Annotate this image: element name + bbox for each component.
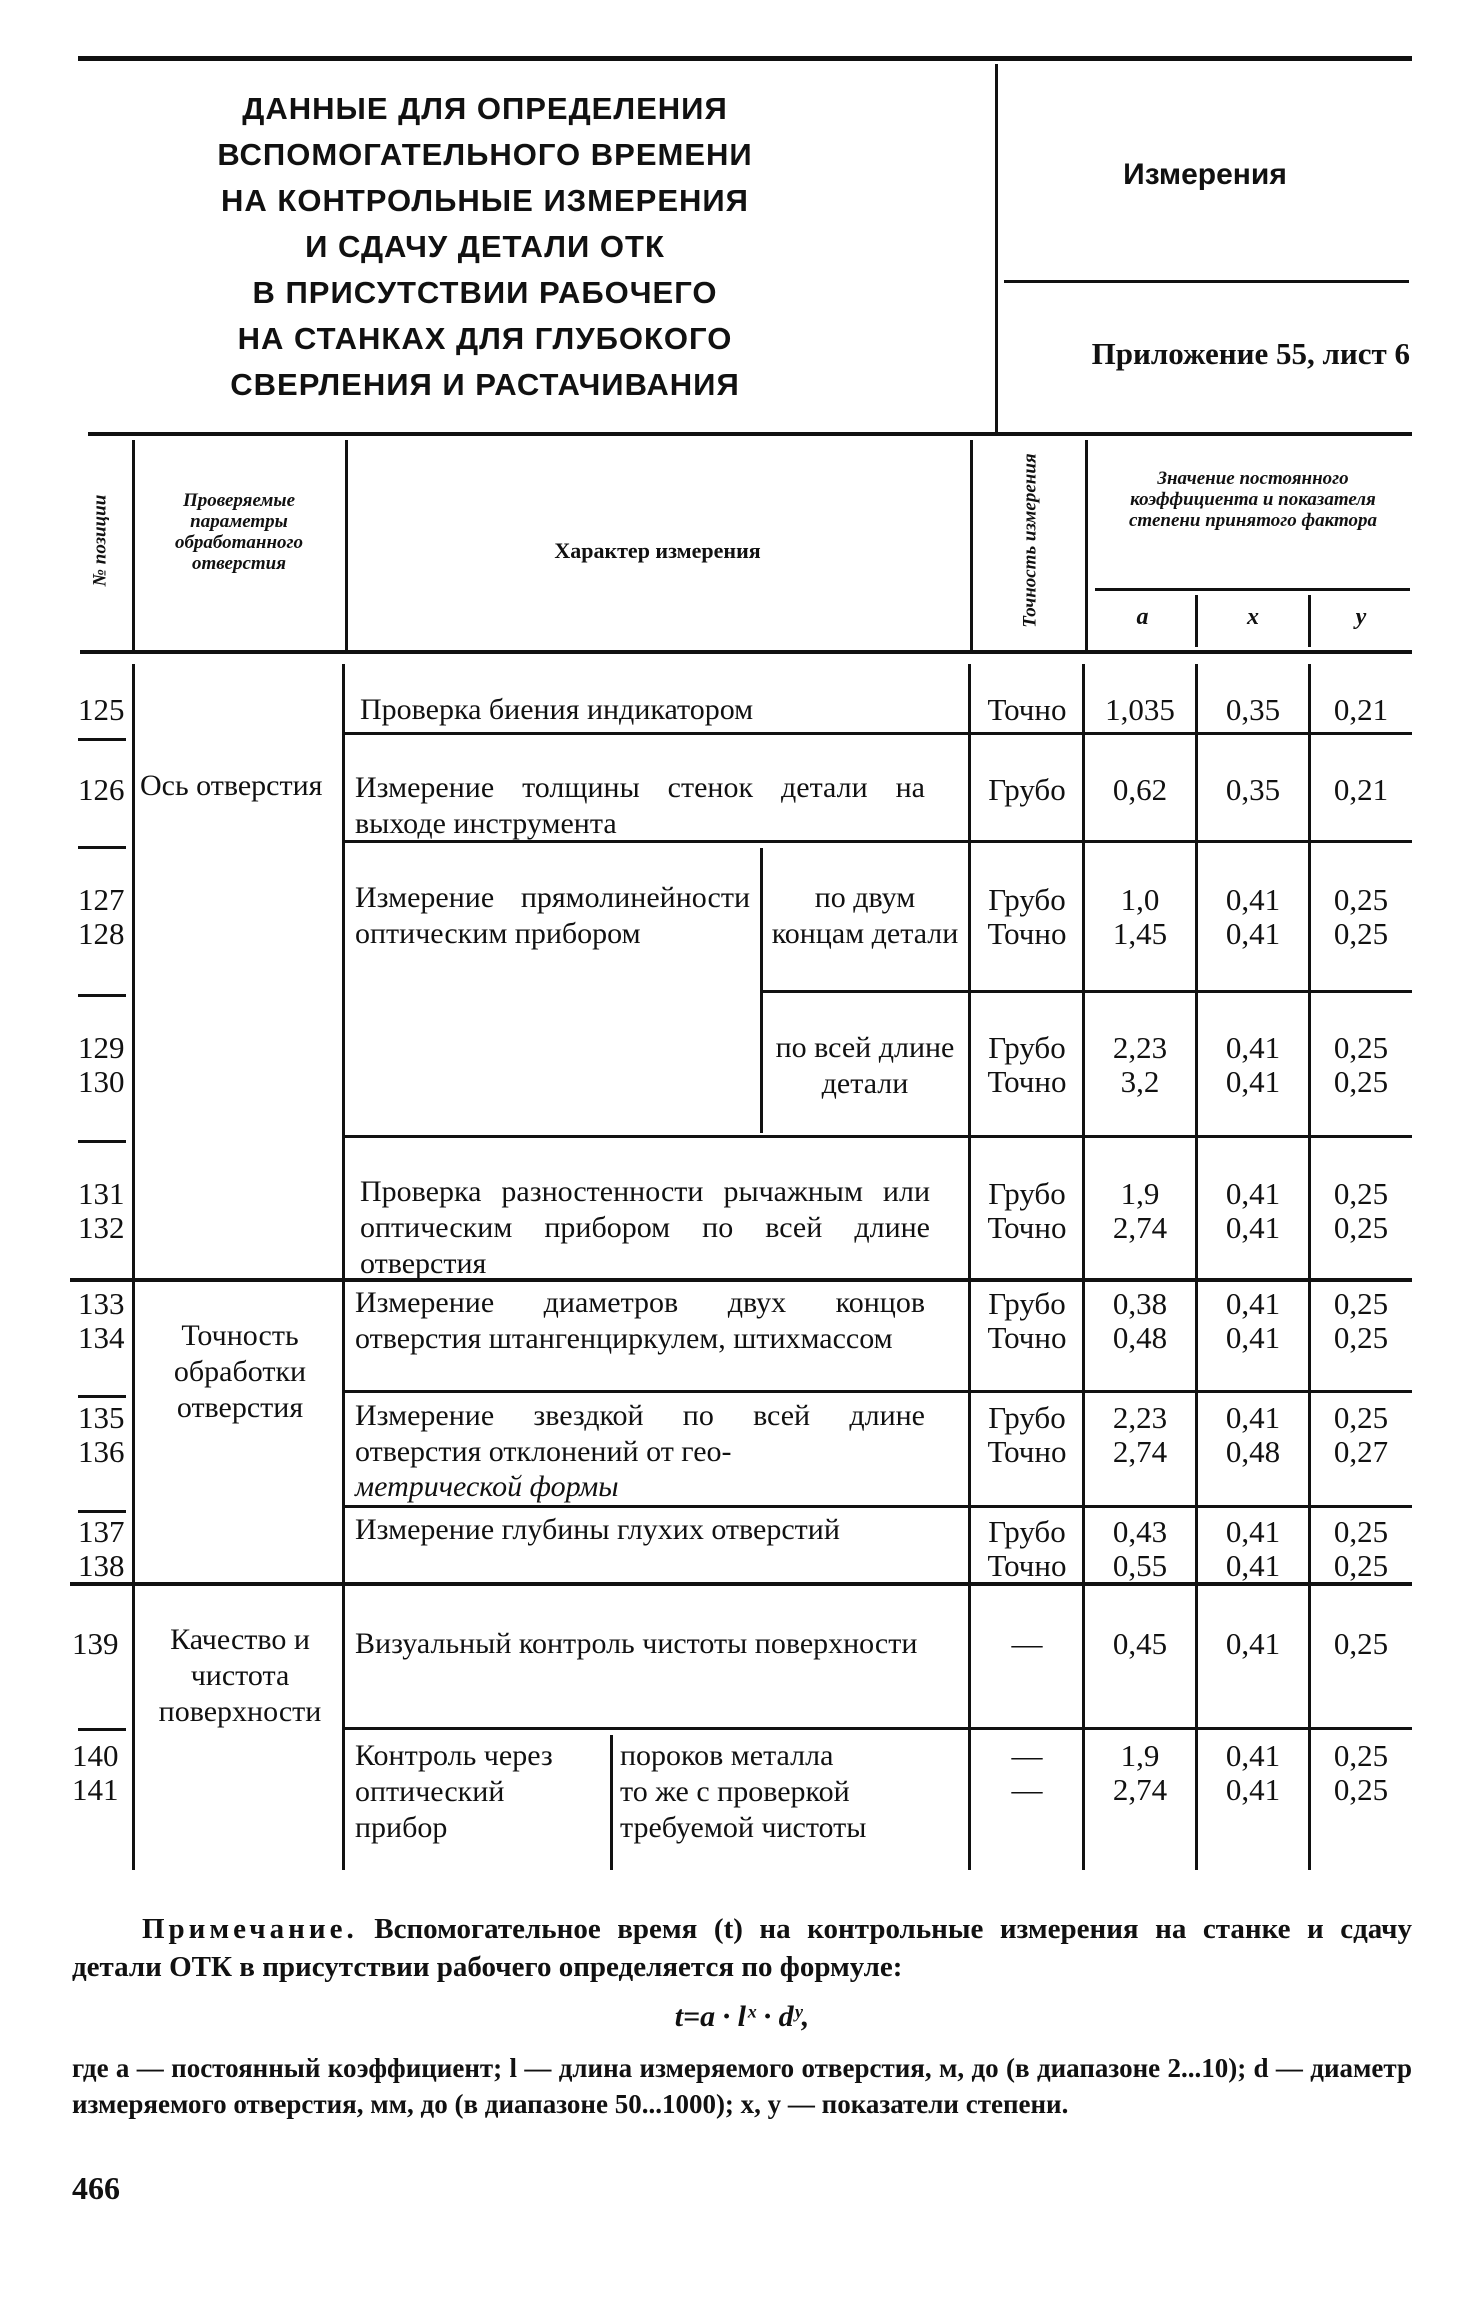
row-number: 129 [78,1030,125,1065]
row-accuracy: Точно [987,1434,1067,1469]
col-params-header: Проверяемые параметры обработанного отверстия [174,490,304,574]
row-y: 0,25 [1333,1626,1389,1661]
row-y: 0,25 [1333,1400,1389,1435]
header-divider [995,64,998,434]
row-a: 2,74 [1112,1772,1168,1807]
row-y: 0,25 [1333,1772,1389,1807]
row-y: 0,25 [1333,916,1389,951]
row-y: 0,25 [1333,1176,1389,1211]
row-x: 0,41 [1225,1772,1281,1807]
param-quality: Качество и чистота поверхности [158,1623,322,1728]
row-number: 128 [78,916,125,951]
row-a: 0,45 [1112,1626,1168,1661]
row-accuracy: Грубо [988,772,1066,807]
row-accuracy: Грубо [988,1176,1066,1211]
row-y: 0,21 [1333,772,1389,807]
row-x: 0,35 [1225,772,1281,807]
col-accuracy-header: Точность измерения [1019,453,1041,628]
header-sub-rule [1004,280,1409,283]
row-number: 133 [78,1286,125,1321]
table-header-rule [80,650,1412,654]
row-number: 141 [72,1772,119,1807]
row-a: 2,23 [1112,1400,1168,1435]
sub-full-length: по всей длине детали [775,1031,955,1100]
col-a-header: a [1136,604,1149,630]
row-number: 137 [78,1514,125,1549]
row-accuracy: Грубо [988,882,1066,917]
row-x: 0,41 [1225,1176,1281,1211]
row-x: 0,41 [1225,1514,1281,1549]
row-a: 0,55 [1112,1548,1168,1583]
col-character-header: Характер измерения [554,538,761,563]
col-values-header: Значение постоянного коэффициента и показателя степени принятого фактора [1128,468,1378,531]
row-a: 0,62 [1112,772,1168,807]
row-x: 0,41 [1225,1626,1281,1661]
col-y-header: y [1355,604,1367,630]
note-explanation: где a — постоянный коэффициент; l — длина измеряемого отверстия, м, до (в диапазоне 2...10); d — диаметр измеряемого отверстия, мм, до (в диапазоне 50...1000); x, y — показатели степени. [72,2053,1412,2119]
note-formula: t=a · lˣ · dʸ, [674,2000,810,2033]
row-accuracy: Грубо [988,1030,1066,1065]
row-y: 0,25 [1333,1286,1389,1321]
row-accuracy: — [1011,1626,1043,1661]
sub-cleanliness: то же с проверкой требуемой чистоты [620,1775,867,1844]
measure-131: Проверка разностенности рычажным или оптическим прибором по всей длине отверстия [360,1175,930,1280]
row-a: 1,45 [1112,916,1168,951]
row-number: 132 [78,1210,125,1245]
row-x: 0,41 [1225,1286,1281,1321]
row-a: 1,035 [1105,692,1175,727]
row-y: 0,25 [1333,1548,1389,1583]
measure-135-cont: метрической формы [355,1470,619,1503]
row-x: 0,41 [1225,882,1281,917]
measure-133: Измерение диаметров двух концов отверстия штангенциркулем, штихмассом [355,1286,925,1355]
row-accuracy: Точно [987,1548,1067,1583]
page-number: 466 [72,2170,120,2206]
row-number: 125 [78,692,125,727]
measure-135: Измерение звездкой по всей длине отверстия отклонений от гео- [355,1399,925,1468]
param-axis: Ось отверстия [140,769,323,802]
row-accuracy: Точно [987,1320,1067,1355]
note-paragraph [72,1910,1412,1986]
measure-126: Измерение толщины стенок детали на выходе инструмента [355,771,925,840]
row-y: 0,25 [1333,1210,1389,1245]
row-a: 3,2 [1120,1064,1160,1099]
note-text: Вспомогательное время (t) на контрольные измерения на станке и сдачу детали ОТК в присутствии рабочего определяется по формуле: [72,1913,1412,1983]
row-a: 2,74 [1112,1210,1168,1245]
appendix-label: Приложение 55, лист 6 [1091,336,1410,371]
measure-125: Проверка биения индикатором [360,693,754,726]
measure-140: Контроль через оптический прибор [355,1739,553,1844]
row-number: 134 [78,1320,125,1355]
row-accuracy: Грубо [988,1514,1066,1549]
row-x: 0,41 [1225,1400,1281,1435]
row-x: 0,41 [1225,1320,1281,1355]
row-y: 0,25 [1333,1030,1389,1065]
row-a: 0,48 [1112,1320,1168,1355]
row-x: 0,41 [1225,1548,1281,1583]
row-x: 0,41 [1225,916,1281,951]
row-accuracy: — [1011,1738,1043,1773]
measure-127: Измерение прямолинейности оптическим прибором [355,881,750,950]
row-accuracy: Грубо [988,1400,1066,1435]
row-number: 140 [72,1738,119,1773]
row-x: 0,48 [1225,1434,1281,1469]
row-y: 0,25 [1333,882,1389,917]
row-accuracy: Точно [987,1064,1067,1099]
note-label: Примечание. [142,1913,358,1945]
row-accuracy: Грубо [988,1286,1066,1321]
row-y: 0,25 [1333,1514,1389,1549]
sub-metal-defects: пороков металла [620,1739,834,1772]
top-rule [78,56,1412,61]
sub-both-ends: по двум концам детали [771,881,959,950]
row-a: 1,9 [1120,1738,1160,1773]
row-number: 136 [78,1434,125,1469]
row-x: 0,41 [1225,1210,1281,1245]
row-y: 0,25 [1333,1320,1389,1355]
measure-139: Визуальный контроль чистоты поверхности [355,1627,918,1660]
row-number: 139 [72,1626,119,1661]
row-accuracy: Точно [987,692,1067,727]
row-a: 1,0 [1120,882,1160,917]
row-x: 0,35 [1225,692,1281,727]
category-label: Измерения [1123,158,1287,191]
row-y: 0,21 [1333,692,1389,727]
row-accuracy: — [1011,1772,1043,1807]
row-y: 0,25 [1333,1064,1389,1099]
row-a: 0,43 [1112,1514,1168,1549]
row-x: 0,41 [1225,1030,1281,1065]
row-x: 0,41 [1225,1064,1281,1099]
page-title: ДАННЫЕ ДЛЯ ОПРЕДЕЛЕНИЯ ВСПОМОГАТЕЛЬНОГО ВРЕМЕНИ НА КОНТРОЛЬНЫЕ ИЗМЕРЕНИЯ И СДАЧУ ДЕТАЛИ ОТК В ПРИСУТСТВИИ РАБОЧЕГО НА СТАНКАХ ДЛЯ ГЛУБОКОГО СВЕРЛЕНИЯ И РАСТАЧИВАНИЯ [217,91,753,402]
row-x: 0,41 [1225,1738,1281,1773]
row-y: 0,27 [1333,1434,1389,1469]
row-number: 131 [78,1176,125,1211]
row-a: 0,38 [1112,1286,1168,1321]
row-number: 126 [78,772,125,807]
row-a: 1,9 [1120,1176,1160,1211]
row-accuracy: Точно [987,1210,1067,1245]
row-a: 2,74 [1112,1434,1168,1469]
param-precision: Точность обработки отверстия [173,1319,307,1424]
col-position-header: № позиции [89,494,111,587]
row-accuracy: Точно [987,916,1067,951]
row-number: 127 [78,882,125,917]
row-number: 138 [78,1548,125,1583]
row-a: 2,23 [1112,1030,1168,1065]
measure-137: Измерение глубины глухих отверстий [355,1513,840,1546]
row-y: 0,25 [1333,1738,1389,1773]
row-number: 135 [78,1400,125,1435]
col-x-header: x [1247,604,1259,630]
row-number: 130 [78,1064,125,1099]
table-top-rule [88,432,1412,436]
